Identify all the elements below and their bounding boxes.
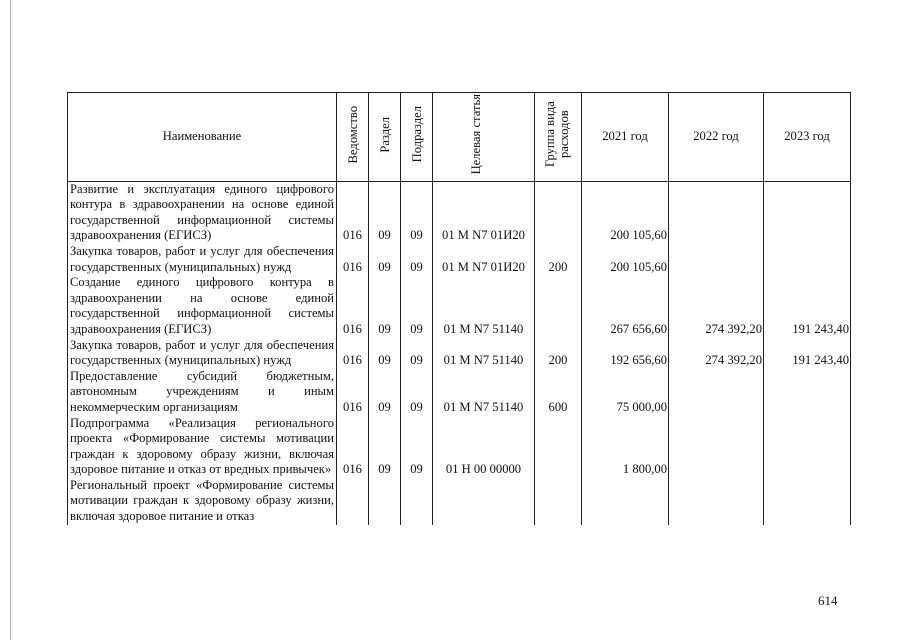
row-subsection: 09 (401, 275, 433, 337)
row-amount-2023 (764, 416, 851, 478)
row-name: Создание единого цифрового контура в здравоохранении на основе единой государственной информационной системы здравоохранения (ЕГИСЗ) (68, 275, 337, 337)
row-expense-group (535, 275, 582, 337)
col-header-name: Наименование (68, 93, 337, 182)
row-expense-group: 200 (535, 244, 582, 275)
row-amount-2022 (669, 416, 764, 478)
row-section: 09 (369, 338, 401, 369)
row-name: Подпрограмма «Реализация регионального проекта «Формирование системы мотивации граждан к здоровому образу жизни, включая здоровое питание и отказ от вредных привычек» (68, 416, 337, 478)
row-subsection: 09 (401, 338, 433, 369)
row-amount-2023 (764, 181, 851, 244)
row-amount-2023 (764, 244, 851, 275)
row-amount-2022 (669, 244, 764, 275)
budget-table-wrapper (67, 92, 850, 581)
row-subsection: 09 (401, 181, 433, 244)
row-subsection: 09 (401, 369, 433, 416)
col-header-target-article: Целевая статья (433, 93, 535, 182)
row-amount-2021: 75 000,00 (582, 369, 669, 416)
row-amount-2022 (669, 369, 764, 416)
table-header-row (68, 93, 851, 182)
row-department: 016 (337, 275, 369, 337)
row-name: Закупка товаров, работ и услуг для обеспечения государственных (муниципальных) нужд (68, 244, 337, 275)
row-amount-2021: 192 656,60 (582, 338, 669, 369)
row-amount-2021 (582, 478, 669, 525)
row-section: 09 (369, 244, 401, 275)
row-amount-2023 (764, 369, 851, 416)
row-amount-2021: 200 105,60 (582, 181, 669, 244)
row-department (337, 478, 369, 525)
col-header-department: Ведомство (337, 93, 369, 182)
left-margin-line (10, 0, 11, 640)
table-row (68, 275, 851, 337)
row-amount-2023 (764, 478, 851, 525)
row-subsection (401, 478, 433, 525)
row-name: Региональный проект «Формирование системы мотивации граждан к здоровому образу жизни, включая здоровое питание и отказ (68, 478, 337, 525)
row-amount-2021: 200 105,60 (582, 244, 669, 275)
row-target-article: 01 М N7 51140 (433, 369, 535, 416)
row-department: 016 (337, 338, 369, 369)
row-target-article: 01 Н 00 00000 (433, 416, 535, 478)
row-target-article: 01 М N7 51140 (433, 275, 535, 337)
row-amount-2022 (669, 181, 764, 244)
row-amount-2022 (669, 478, 764, 525)
row-subsection: 09 (401, 416, 433, 478)
row-target-article: 01 М N7 01И20 (433, 181, 535, 244)
col-header-2023: 2023 год (764, 93, 851, 182)
row-department: 016 (337, 369, 369, 416)
col-header-2022: 2022 год (669, 93, 764, 182)
col-header-2021: 2021 год (582, 93, 669, 182)
row-department: 016 (337, 244, 369, 275)
row-department: 016 (337, 416, 369, 478)
row-amount-2022: 274 392,20 (669, 275, 764, 337)
row-expense-group (535, 478, 582, 525)
row-target-article: 01 М N7 01И20 (433, 244, 535, 275)
row-section: 09 (369, 369, 401, 416)
row-amount-2022: 274 392,20 (669, 338, 764, 369)
page-number: 614 (818, 593, 838, 608)
row-amount-2023: 191 243,40 (764, 338, 851, 369)
table-row (68, 478, 851, 525)
row-section: 09 (369, 275, 401, 337)
table-row (68, 244, 851, 275)
row-amount-2023: 191 243,40 (764, 275, 851, 337)
row-expense-group: 200 (535, 338, 582, 369)
col-header-subsection: Подраздел (401, 93, 433, 182)
row-section: 09 (369, 181, 401, 244)
col-header-section: Раздел (369, 93, 401, 182)
row-target-article: 01 М N7 51140 (433, 338, 535, 369)
row-amount-2021: 267 656,60 (582, 275, 669, 337)
row-section: 09 (369, 416, 401, 478)
row-amount-2021: 1 800,00 (582, 416, 669, 478)
table-row (68, 338, 851, 369)
table-row (68, 181, 851, 244)
row-expense-group (535, 416, 582, 478)
row-expense-group (535, 181, 582, 244)
budget-table (67, 92, 851, 525)
row-section (369, 478, 401, 525)
row-name: Предоставление субсидий бюджетным, автономным учреждениям и иным некоммерческим организациям (68, 369, 337, 416)
row-target-article (433, 478, 535, 525)
row-subsection: 09 (401, 244, 433, 275)
col-header-expense-group: Группа вида расходов (535, 93, 582, 182)
row-expense-group: 600 (535, 369, 582, 416)
row-name: Развитие и эксплуатация единого цифрового контура в здравоохранении на основе единой государственной информационной системы здравоохранения (ЕГИСЗ) (68, 181, 337, 244)
table-row (68, 416, 851, 478)
row-name: Закупка товаров, работ и услуг для обеспечения государственных (муниципальных) нужд (68, 338, 337, 369)
row-department: 016 (337, 181, 369, 244)
table-row (68, 369, 851, 416)
